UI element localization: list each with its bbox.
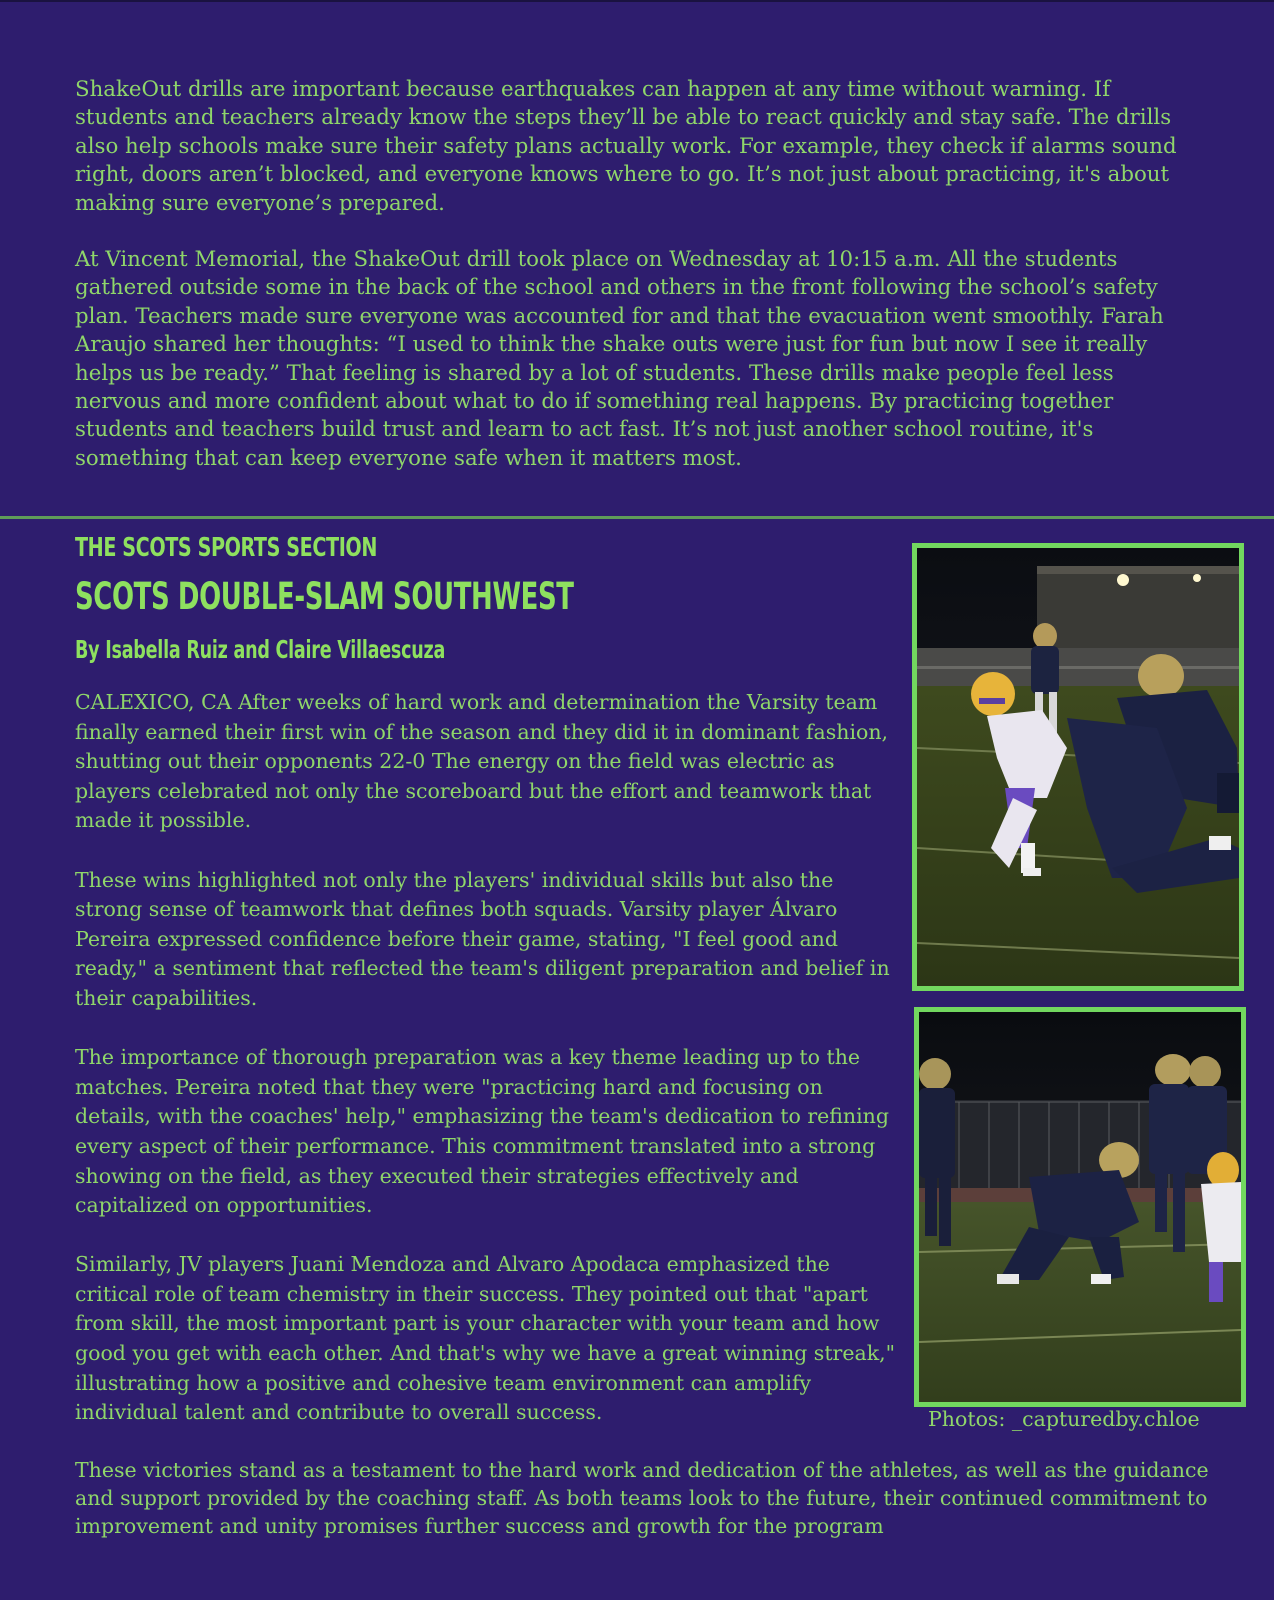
shakeout-article [75,76,1205,473]
article-closing [75,1456,1225,1540]
article-paragraph: CALEXICO, CA After weeks of hard work and determination the Varsity team finally earned their first win of the season and they did it in dominant fashion, shutting out their opponents 22-0 The energy on the field was electric as players celebrated not only the scoreboard but the effort and teamwork that made it possible. [75,690,889,833]
football-photo-tackle-image [917,548,1239,986]
section-divider [0,516,1274,519]
photo-credit: Photos: _capturedby.chloe [928,1407,1200,1431]
article-paragraph: These wins highlighted not only the players' individual skills but also the strong sense of teamwork that defines both squads. Varsity player Álvaro Pereira expressed confidence before their game, stating, "I feel good and ready," a sentiment that reflected the team's diligent preparation and belief in their capabilities. [75,867,890,1010]
article-byline: By Isabella Ruiz and Claire Villaescuza [75,635,446,664]
sports-article [75,688,905,1428]
article-headline: SCOTS DOUBLE-SLAM SOUTHWEST [75,575,574,618]
intro-paragraph: ShakeOut drills are important because earthquakes can happen at any time without warning. If students and teachers already know the steps they’ll be able to react quickly and stay safe. The drills also help schools make sure their safety plans actually work. For example, they check if alarms sound right, doors aren’t blocked, and everyone knows where to go. It’s not just about practicing, it's about making sure everyone’s prepared. [75,77,1177,216]
closing-paragraph: These victories stand as a testament to the hard work and dedication of the athletes, as well as the guidance and support provided by the coaching staff. As both teams look to the future, their continued commitment to improvement and unity promises further success and growth for the program [75,1458,1209,1538]
section-label: THE SCOTS SPORTS SECTION [75,533,377,563]
top-border [0,0,1274,2]
article-paragraph: Similarly, JV players Juani Mendoza and Alvaro Apodaca emphasized the critical role of team chemistry in their success. They pointed out that "apart from skill, the most important part is your character with your team and how good you get with each other. And that's why we have a great winning streak," illustrating how a positive and cohesive team environment can amplify individual talent and contribute to overall success. [75,1252,896,1425]
article-paragraph: The importance of thorough preparation was a key theme leading up to the matches. Pereira noted that they were "practicing hard and focusing on details, with the coaches' help," emphasizing the team's dedication to refining every aspect of their performance. This commitment translated into a strong showing on the field, as they executed their strategies effectively and capitalized on opportunities. [75,1045,890,1218]
football-photo-lineup-image [919,1012,1241,1402]
football-photo-lineup [914,1007,1246,1407]
intro-paragraph: At Vincent Memorial, the ShakeOut drill took place on Wednesday at 10:15 a.m. All the students gathered outside some in the back of the school and others in the front following the school’s safety plan. Teachers made sure everyone was accounted for and that the evacuation went smoothly. Farah Araujo shared her thoughts: “I used to think the shake outs were just for fun but now I see it really helps us be ready.” That feeling is shared by a lot of students. These drills make people feel less nervous and more confident about what to do if something real happens. By practicing together students and teachers build trust and learn to act fast. It’s not just another school routine, it's something that can keep everyone safe when it matters most. [75,247,1164,471]
football-photo-tackle [912,543,1244,991]
